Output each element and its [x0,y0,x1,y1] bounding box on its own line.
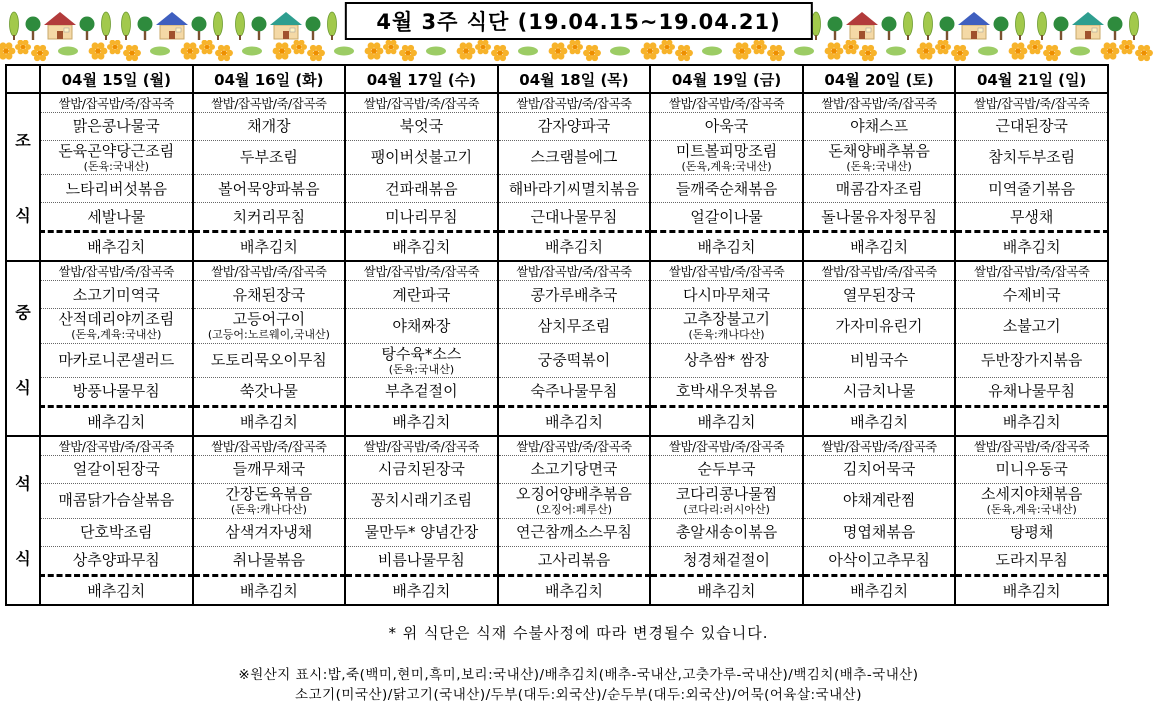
menu-cell [955,546,1108,575]
menu-cell [650,175,803,203]
menu-item: 가자미유린기 [835,316,923,335]
origin-line-1: ※원산지 표시:밥,죽(백미,현미,흑미,보리:국내산)/배추김치(배추-국내산,고춧가루-국내산)/백김치(배추-국내산) [238,666,919,683]
menu-cell [193,203,346,232]
menu-item: 시금치된장국 [377,460,465,479]
kimchi-item: 배추김치 [955,407,1108,437]
menu-item: 팽이버섯불고기 [370,148,473,167]
menu-item: 비빔국수 [850,351,909,370]
menu-cell [955,484,1108,518]
menu-cell [193,175,346,203]
page-title: 4월 3주 식단 (19.04.15~19.04.21) [344,2,812,40]
menu-cell [40,484,193,518]
menu-cell [955,203,1108,232]
kimchi-item: 배추김치 [955,575,1108,605]
rice-options: 쌀밥/잡곡밥/죽/잡곡죽 [650,93,803,113]
menu-cell [345,456,498,484]
menu-cell [498,175,651,203]
menu-item: 볼어묵양파볶음 [218,179,320,198]
menu-item: 야채짜장 [392,316,451,335]
menu-cell [498,484,651,518]
origin-note: (돈육:캐나다산) [230,502,307,516]
origin-note: (돈육:캐나다산) [688,328,765,342]
menu-item: 건파래볶음 [385,179,458,198]
menu-cell [498,309,651,343]
kimchi-item: 배추김치 [650,575,803,605]
menu-item: 삼색겨자냉채 [225,522,313,541]
menu-cell [955,456,1108,484]
menu-cell [650,309,803,343]
rice-options: 쌀밥/잡곡밥/죽/잡곡죽 [650,436,803,456]
menu-cell [40,141,193,175]
menu-item: 고추장불고기 [683,310,770,329]
menu-item: 상추쌈* 쌈장 [684,351,769,370]
menu-cell [40,343,193,377]
menu-cell [193,378,346,407]
menu-cell [193,518,346,546]
menu-item: 쑥갓나물 [239,382,298,401]
rice-options: 쌀밥/잡곡밥/죽/잡곡죽 [345,436,498,456]
menu-item: 총알새송이볶음 [675,522,778,541]
menu-item: 얼갈이된장국 [72,460,160,479]
menu-table [5,64,1109,606]
menu-cell [40,456,193,484]
rice-options: 쌀밥/잡곡밥/죽/잡곡죽 [193,93,346,113]
menu-item: 돈채양배추볶음 [828,142,930,160]
menu-cell [803,113,956,141]
menu-item: 미니우동국 [995,460,1068,479]
menu-item: 유채된장국 [232,285,306,304]
menu-item: 소세지야채볶음 [980,485,1083,504]
kimchi-item: 배추김치 [345,232,498,262]
menu-cell [803,203,956,232]
menu-cell [650,203,803,232]
house-icon [1038,12,1139,40]
menu-cell [650,281,803,309]
menu-cell [345,141,498,175]
menu-cell [40,203,193,232]
menu-item: 해바라기씨멸치볶음 [508,179,640,198]
menu-cell [193,343,346,377]
meal-label-lunch: 중 식 [6,261,40,436]
menu-item: 명엽채볶음 [842,522,916,541]
day-header: 04월 17일 (수) [345,65,498,93]
rice-options: 쌀밥/잡곡밥/죽/잡곡죽 [40,436,193,456]
menu-cell [650,484,803,518]
menu-item: 들깨무채국 [232,460,306,479]
menu-item: 참치두부조림 [988,148,1076,167]
menu-cell [345,113,498,141]
flower-garland-decoration [0,40,1157,62]
origin-line-2: 소고기(미국산)/닭고기(국내산)/두부(대두:외국산)/순두부(대두:외국산)/어묵(어육살:국내산) [295,687,862,704]
meal-label-dinner: 석 식 [6,436,40,604]
menu-item: 취나물볶음 [232,550,306,569]
origin-note: (돈육:국내산) [388,362,455,376]
kimchi-item: 배추김치 [193,575,346,605]
rice-options: 쌀밥/잡곡밥/죽/잡곡죽 [803,93,956,113]
rice-options: 쌀밥/잡곡밥/죽/잡곡죽 [498,261,651,281]
meal-label-breakfast: 조 식 [6,93,40,261]
menu-cell [498,378,651,407]
menu-item: 산적데리야끼조림 [58,310,175,329]
menu-item: 아욱국 [704,117,749,136]
menu-cell [498,203,651,232]
menu-item: 고등어구이 [232,310,306,329]
rice-options: 쌀밥/잡곡밥/죽/잡곡죽 [650,261,803,281]
rice-options: 쌀밥/잡곡밥/죽/잡곡죽 [803,261,956,281]
rice-options: 쌀밥/잡곡밥/죽/잡곡죽 [40,261,193,281]
kimchi-item: 배추김치 [955,232,1108,262]
menu-item: 상추양파무침 [72,550,160,569]
menu-cell [193,141,346,175]
rice-options: 쌀밥/잡곡밥/죽/잡곡죽 [803,436,956,456]
menu-item: 감자양파국 [537,117,611,136]
menu-cell [345,203,498,232]
rice-options: 쌀밥/잡곡밥/죽/잡곡죽 [955,261,1108,281]
menu-cell [955,113,1108,141]
menu-item: 느타리버섯볶음 [65,179,167,198]
menu-cell [40,546,193,575]
menu-item: 돈육곤약당근조림 [58,142,175,160]
menu-item: 세발나물 [87,207,146,226]
origin-note: (돈육,계육:국내산) [986,502,1077,516]
menu-item: 들깨죽순채볶음 [675,179,778,198]
menu-cell [955,343,1108,377]
menu-item: 채개장 [247,117,291,136]
menu-cell [498,518,651,546]
menu-item: 돌나물유자청무침 [821,207,938,226]
kimchi-item: 배추김치 [193,232,346,262]
menu-item: 야채계란찜 [842,491,916,510]
menu-item: 미나리무침 [385,207,458,226]
menu-item: 궁중떡볶이 [537,351,611,370]
menu-item: 두부조림 [239,148,298,167]
menu-item: 다시마무채국 [683,285,770,304]
menu-cell [345,281,498,309]
menu-cell [40,281,193,309]
menu-item: 방풍나물무침 [72,382,160,401]
menu-cell [803,378,956,407]
origin-note: (돈육:국내산) [846,159,912,173]
menu-item: 수제비국 [1002,285,1061,304]
menu-item: 근대된장국 [995,117,1068,136]
menu-item: 미트볼피망조림 [675,142,778,160]
kimchi-item: 배추김치 [650,232,803,262]
menu-cell [193,309,346,343]
menu-item: 미역줄기볶음 [988,179,1076,198]
kimchi-item: 배추김치 [40,575,193,605]
house-icon [812,12,913,40]
menu-item: 꽁치시래기조림 [370,491,473,510]
kimchi-item: 배추김치 [498,232,651,262]
house-icon [10,12,111,40]
origin-note: (돈육,계육:국내산) [681,159,772,173]
menu-cell [955,281,1108,309]
menu-cell [650,378,803,407]
menu-item: 호박새우젓볶음 [675,382,778,401]
menu-cell [498,546,651,575]
menu-cell [803,484,956,518]
menu-item: 비름나물무침 [377,550,465,569]
menu-item: 도라지무침 [995,550,1068,569]
kimchi-item: 배추김치 [498,575,651,605]
menu-item: 소불고기 [1002,316,1061,335]
kimchi-item: 배추김치 [40,407,193,437]
menu-cell [803,343,956,377]
menu-cell [40,309,193,343]
menu-item: 마카로니콘샐러드 [58,351,175,370]
rice-options: 쌀밥/잡곡밥/죽/잡곡죽 [345,261,498,281]
menu-cell [803,309,956,343]
menu-item: 부추겉절이 [385,382,458,401]
origin-notes [0,665,1157,706]
rice-options: 쌀밥/잡곡밥/죽/잡곡죽 [955,93,1108,113]
menu-cell [803,175,956,203]
menu-cell [345,546,498,575]
menu-item: 유채나물무침 [988,382,1076,401]
menu-cell [40,113,193,141]
menu-cell [955,141,1108,175]
menu-cell [193,456,346,484]
day-header: 04월 15일 (월) [40,65,193,93]
rice-options: 쌀밥/잡곡밥/죽/잡곡죽 [193,436,346,456]
day-header: 04월 18일 (목) [498,65,651,93]
origin-note: (고등어:노르웨이,국내산) [207,328,330,342]
menu-cell [193,484,346,518]
menu-item: 코다리콩나물찜 [675,485,778,504]
menu-cell [498,456,651,484]
day-header: 04월 21일 (일) [955,65,1108,93]
menu-cell [40,378,193,407]
day-header: 04월 16일 (화) [193,65,346,93]
menu-cell [498,141,651,175]
menu-cell [650,456,803,484]
menu-item: 맑은콩나물국 [72,117,160,136]
rice-options: 쌀밥/잡곡밥/죽/잡곡죽 [498,436,651,456]
menu-item: 시금치나물 [842,382,916,401]
corner-cell [6,65,40,93]
kimchi-item: 배추김치 [803,575,956,605]
menu-cell [803,141,956,175]
menu-item: 오징어양배추볶음 [516,485,632,504]
rice-options: 쌀밥/잡곡밥/죽/잡곡죽 [193,261,346,281]
menu-cell [650,546,803,575]
menu-cell [40,518,193,546]
menu-cell [803,518,956,546]
menu-item: 얼갈이나물 [690,207,763,226]
menu-cell [345,518,498,546]
kimchi-item: 배추김치 [40,232,193,262]
menu-item: 숙주나물무침 [530,382,618,401]
menu-cell [345,484,498,518]
kimchi-item: 배추김치 [498,407,651,437]
menu-item: 아삭이고추무침 [828,550,930,569]
menu-cell [193,113,346,141]
menu-item: 청경채겉절이 [683,550,770,569]
house-icon [924,12,1025,40]
menu-cell [345,343,498,377]
menu-item: 물만두* 양념간장 [364,522,479,541]
house-icon [236,12,337,40]
menu-item: 야채스프 [850,117,909,136]
day-header: 04월 20일 (토) [803,65,956,93]
menu-cell [650,141,803,175]
kimchi-item: 배추김치 [650,407,803,437]
kimchi-item: 배추김치 [803,232,956,262]
menu-cell [803,546,956,575]
origin-note: (오징어:페루산) [535,502,612,516]
menu-item: 매콤닭가슴살볶음 [58,491,175,510]
menu-cell [345,309,498,343]
menu-item: 간장돈육볶음 [225,485,313,504]
menu-item: 매콤감자조림 [835,179,923,198]
menu-item: 순두부국 [697,460,756,479]
kimchi-item: 배추김치 [345,575,498,605]
menu-item: 탕평채 [1009,522,1054,541]
menu-cell [650,343,803,377]
menu-item: 단호박조림 [80,522,153,541]
menu-cell [40,175,193,203]
menu-item: 탕수육*소스 [381,344,462,363]
menu-item: 콩가루배추국 [530,285,618,304]
rice-options: 쌀밥/잡곡밥/죽/잡곡죽 [345,93,498,113]
house-icon [122,12,223,40]
rice-options: 쌀밥/잡곡밥/죽/잡곡죽 [40,93,193,113]
menu-item: 김치어묵국 [842,460,916,479]
origin-note: (돈육,계육:국내산) [71,328,162,342]
menu-item: 연근참깨소스무침 [516,522,632,541]
menu-cell [650,518,803,546]
menu-cell [345,175,498,203]
menu-item: 스크램블에그 [530,148,618,167]
rice-options: 쌀밥/잡곡밥/죽/잡곡죽 [498,93,651,113]
kimchi-item: 배추김치 [193,407,346,437]
kimchi-item: 배추김치 [345,407,498,437]
menu-item: 고사리볶음 [537,550,611,569]
menu-item: 소고기미역국 [72,285,160,304]
menu-cell [955,518,1108,546]
menu-item: 두반장가지볶음 [980,351,1083,370]
menu-item: 치커리무침 [232,207,306,226]
menu-cell [193,546,346,575]
menu-cell [650,113,803,141]
menu-cell [955,175,1108,203]
menu-item: 무생채 [1009,207,1054,226]
origin-note: (돈육:국내산) [83,159,149,173]
menu-cell [345,378,498,407]
menu-cell [803,456,956,484]
decorative-header [0,0,1157,40]
menu-cell [498,281,651,309]
menu-cell [193,281,346,309]
menu-item: 소고기당면국 [530,460,618,479]
menu-cell [803,281,956,309]
menu-item: 북엇국 [399,117,444,136]
menu-cell [498,113,651,141]
origin-note: (코다리:러시아산) [683,502,770,516]
kimchi-item: 배추김치 [803,407,956,437]
menu-cell [955,378,1108,407]
menu-item: 도토리묵오이무침 [210,351,327,370]
menu-item: 삼치무조림 [537,316,611,335]
rice-options: 쌀밥/잡곡밥/죽/잡곡죽 [955,436,1108,456]
day-header: 04월 19일 (금) [650,65,803,93]
menu-cell [498,343,651,377]
change-notice: * 위 식단은 식재 수불사정에 따라 변경될수 있습니다. [388,623,769,642]
menu-item: 계란파국 [392,285,451,304]
menu-cell [955,309,1108,343]
menu-item: 열무된장국 [842,285,916,304]
menu-item: 근대나물무침 [530,207,618,226]
